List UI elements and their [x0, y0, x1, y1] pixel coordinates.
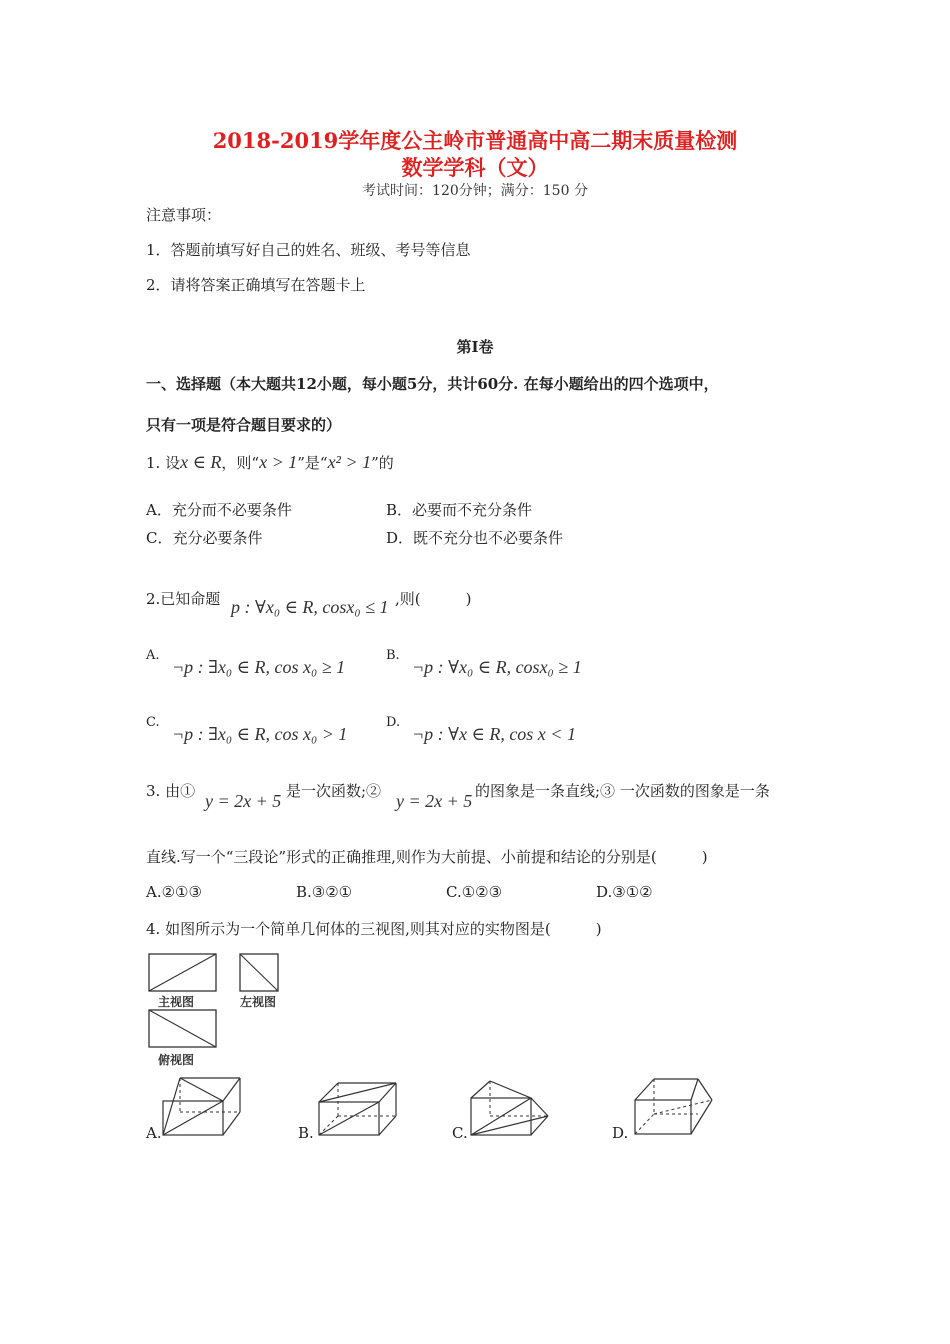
note-item: 2．请将答案正确填写在答题卡上: [146, 276, 366, 294]
note-item: 1．答题前填写好自己的姓名、班级、考号等信息: [146, 241, 471, 259]
exam-subject: 数学学科（文）: [401, 155, 549, 180]
side-view-figure: [239, 953, 280, 993]
q2-text: ,则( ): [395, 590, 472, 608]
top-view-label: 俯视图: [158, 1053, 195, 1067]
solid-c-figure: [468, 1078, 553, 1140]
front-view-label: 主视图: [158, 995, 195, 1009]
q1-math: x² > 1: [327, 452, 372, 472]
q2-option-b: ¬p : ∀x₀ ∈ R, cosx₀ ≥ 1: [412, 657, 582, 677]
q1-text: ”的: [371, 454, 394, 472]
top-view-figure: [148, 1009, 218, 1049]
q4-label-c: C.: [452, 1124, 468, 1142]
solid-a-figure: [160, 1076, 245, 1138]
q3-option-c: C.①②③: [446, 883, 503, 901]
q2-option-a: ¬p : ∃x₀ ∈ R, cos x₀ ≥ 1: [172, 657, 346, 677]
q1-option-c: C．充分必要条件: [146, 529, 263, 547]
q2-label-a: A.: [146, 648, 160, 663]
solid-b-figure: [316, 1080, 401, 1138]
q3-math: y = 2x + 5: [396, 791, 473, 811]
q2-option-c: ¬p : ∃x₀ ∈ R, cos x₀ > 1: [172, 724, 348, 744]
q3-option-a: A.②①③: [146, 883, 202, 901]
q3-text-cont: 直线.写一个“三段论”形式的正确推理,则作为大前提、小前提和结论的分别是( ): [146, 848, 708, 866]
q4-label-d: D.: [612, 1124, 629, 1142]
q2-math: p : ∀x₀ ∈ R, cosx₀ ≤ 1: [231, 597, 389, 617]
q1-option-d: D．既不充分也不必要条件: [386, 529, 564, 547]
q1-text: 1. 设: [146, 454, 181, 472]
q1-text: ”是“: [297, 454, 328, 472]
q3-option-d: D.③①②: [596, 883, 653, 901]
q2-label-b: B.: [386, 648, 400, 663]
q1-option-b: B．必要而不充分条件: [386, 501, 533, 519]
q2-option-d: ¬p : ∀x ∈ R, cos x < 1: [412, 724, 576, 744]
q4-label-a: A.: [146, 1124, 162, 1142]
question-2: [146, 588, 220, 609]
q3-math: y = 2x + 5: [205, 791, 282, 811]
front-view-figure: [148, 953, 218, 993]
q3-text: 是一次函数;②: [286, 782, 382, 800]
q1-math: x ∈ R: [180, 452, 222, 472]
q4-label-b: B.: [298, 1124, 314, 1142]
q2-label-c: C.: [146, 715, 160, 730]
q1-text: ，则“: [221, 454, 260, 472]
q3-text: 的图象是一条直线;③ 一次函数的图象是一条: [475, 782, 770, 800]
section-heading: 一、选择题（本大题共12小题，每小题5分，共计60分. 在每小题给出的四个选项中，: [146, 375, 719, 393]
q3-text: 3. 由①: [146, 782, 196, 800]
part-title: 第I卷: [456, 338, 494, 356]
q2-text: 2.已知命题: [146, 590, 221, 608]
q1-option-a: A．充分而不必要条件: [146, 501, 292, 519]
notes-heading: 注意事项：: [146, 206, 222, 224]
exam-info: 考试时间：120分钟；满分：150 分: [362, 183, 588, 199]
question-1: [146, 452, 394, 473]
q2-label-d: D.: [386, 715, 401, 730]
side-view-label: 左视图: [240, 995, 277, 1009]
section-heading-cont: 只有一项是符合题目要求的）: [146, 416, 342, 434]
q1-math: x > 1: [259, 452, 298, 472]
q4-text: 4. 如图所示为一个简单几何体的三视图,则其对应的实物图是( ): [146, 920, 602, 938]
solid-d-figure: [632, 1076, 717, 1138]
exam-title: 2018-2019学年度公主岭市普通高中高二期末质量检测: [212, 128, 738, 153]
q3-option-b: B.③②①: [296, 883, 353, 901]
